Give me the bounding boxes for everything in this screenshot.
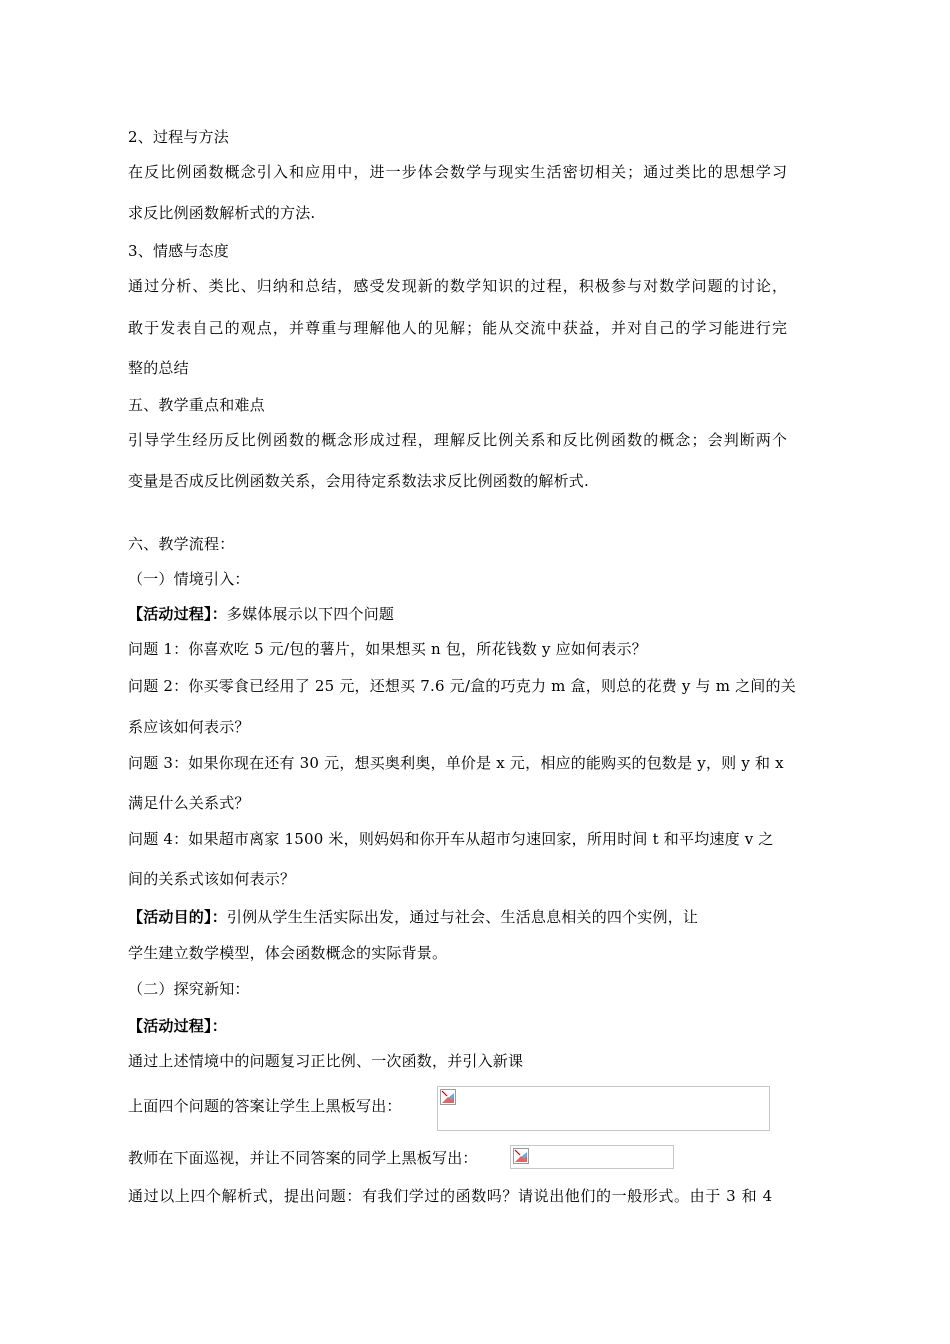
heading-teaching-flow: 六、教学流程： bbox=[128, 535, 235, 553]
activity-process-label-2: 【活动过程】： bbox=[128, 1017, 227, 1035]
subheading-explore: （二）探究新知： bbox=[128, 980, 250, 998]
paragraph-line: 通过分析、类比、归纳和总结，感受发现新的数学知识的过程，积极参与对数学问题的讨论， bbox=[128, 277, 789, 295]
paragraph-line: 整的总结 bbox=[128, 359, 189, 377]
paragraph-line: 求反比例函数解析式的方法. bbox=[128, 204, 316, 222]
paragraph-line: 在反比例函数概念引入和应用中，进一步体会数学与现实生活密切相关；通过类比的思想学习 bbox=[128, 163, 789, 181]
question-4-cont: 间的关系式该如何表示？ bbox=[128, 870, 296, 888]
activity-process-label: 【活动过程】： bbox=[128, 605, 227, 623]
broken-image-icon bbox=[440, 1089, 456, 1105]
paragraph-line: 教师在下面巡视，并让不同答案的同学上黑板写出： bbox=[128, 1149, 478, 1167]
paragraph-line: 变量是否成反比例函数关系，会用待定系数法求反比例函数的解析式. bbox=[128, 472, 589, 490]
formula-image-placeholder-1 bbox=[437, 1086, 770, 1131]
activity-process-text: 多媒体展示以下四个问题 bbox=[226, 605, 395, 623]
question-2-cont: 系应该如何表示？ bbox=[128, 718, 250, 736]
question-2: 问题 2：你买零食已经用了 25 元，还想买 7.6 元/盒的巧克力 m 盒，则总的花费 y 与 m 之间的关 bbox=[128, 677, 796, 695]
activity-process-line bbox=[128, 604, 394, 624]
paragraph-line: 通过上述情境中的问题复习正比例、一次函数，并引入新课 bbox=[128, 1052, 524, 1070]
activity-purpose-line bbox=[128, 907, 698, 927]
question-3: 问题 3：如果你现在还有 30 元，想买奥利奥，单价是 x 元，相应的能购买的包数是 y，则 y 和 x bbox=[128, 754, 784, 772]
paragraph-line: 引导学生经历反比例函数的概念形成过程，理解反比例关系和反比例函数的概念；会判断两个 bbox=[128, 431, 789, 449]
heading-key-points: 五、教学重点和难点 bbox=[128, 396, 265, 414]
question-1: 问题 1：你喜欢吃 5 元/包的薯片，如果想买 n 包，所花钱数 y 应如何表示？ bbox=[128, 640, 647, 658]
question-4: 问题 4：如果超市离家 1500 米，则妈妈和你开车从超市匀速回家，所用时间 t 和平均速度 v 之 bbox=[128, 830, 774, 848]
formula-image-placeholder-2 bbox=[510, 1145, 674, 1169]
broken-image-icon bbox=[513, 1148, 529, 1164]
paragraph-line: 敢于发表自己的观点，并尊重与理解他人的见解；能从交流中获益，并对自己的学习能进行完 bbox=[128, 319, 789, 337]
heading-emotion-attitude: 3、情感与态度 bbox=[128, 242, 229, 260]
subheading-scenario: （一）情境引入： bbox=[128, 570, 250, 588]
activity-purpose-label: 【活动目的】： bbox=[128, 908, 227, 926]
paragraph-line: 通过以上四个解析式，提出问题：有我们学过的函数吗？请说出他们的一般形式。由于 3 和 4 bbox=[128, 1187, 773, 1205]
activity-purpose-text: 引例从学生生活实际出发，通过与社会、生活息息相关的四个实例，让 bbox=[226, 908, 699, 926]
heading-process-method: 2、过程与方法 bbox=[128, 128, 229, 146]
paragraph-line: 上面四个问题的答案让学生上黑板写出： bbox=[128, 1097, 402, 1115]
paragraph-line: 学生建立数学模型，体会函数概念的实际背景。 bbox=[128, 944, 448, 962]
question-3-cont: 满足什么关系式？ bbox=[128, 794, 250, 812]
